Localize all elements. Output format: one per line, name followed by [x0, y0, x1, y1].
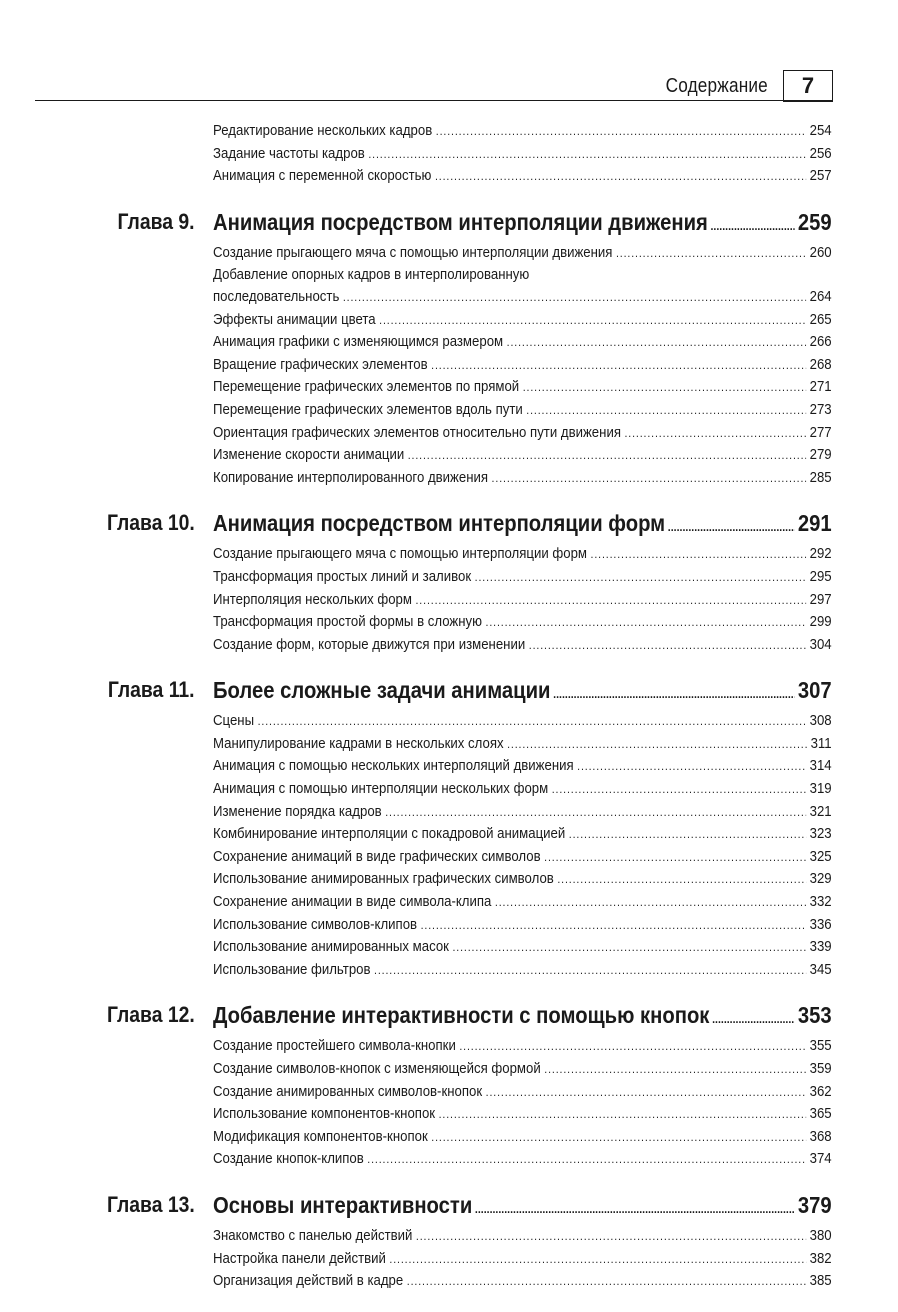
toc-entry[interactable] — [213, 733, 832, 756]
leader-dots — [529, 634, 806, 657]
chapter-heading[interactable] — [0, 674, 898, 706]
chapter-title-inner — [213, 999, 832, 1035]
leader-dots — [495, 891, 806, 914]
toc-entry[interactable] — [213, 846, 832, 869]
chapter-title-inner — [213, 507, 832, 543]
toc-entry-page: 260 — [809, 243, 832, 261]
toc-entry-title-line1: Добавление опорных кадров в интерполированную — [213, 266, 530, 284]
toc-entry-row — [213, 1035, 832, 1058]
toc-entry[interactable] — [213, 891, 832, 914]
chapter-heading[interactable] — [0, 999, 898, 1031]
leader-dots — [486, 1081, 806, 1104]
toc-entry[interactable] — [213, 936, 832, 959]
chapter-title: Анимация посредством интерполяции форм — [213, 510, 666, 537]
toc-entry[interactable] — [213, 399, 832, 422]
chapter-page: 259 — [797, 208, 832, 235]
toc-entry-title: Создание прыгающего мяча с помощью интерполяции форм — [213, 545, 588, 563]
leader-dots — [544, 1058, 806, 1081]
toc-entry-title: Создание простейшего символа-кнопки — [213, 1037, 456, 1055]
toc-entry[interactable] — [213, 823, 832, 846]
toc-entry-row — [213, 733, 832, 756]
toc-entry-row — [213, 1148, 832, 1171]
chapter-title-inner — [213, 674, 832, 710]
toc-entry-row — [213, 846, 832, 869]
chapter-title-inner — [213, 206, 832, 242]
toc-entry[interactable] — [213, 376, 832, 399]
toc-entry-title: Интерполяция нескольких форм — [213, 590, 412, 608]
toc-entry[interactable] — [213, 331, 832, 354]
toc-entry-title: Использование символов-клипов — [213, 915, 418, 933]
toc-entry-row — [213, 1225, 832, 1248]
toc-entry-title: Сохранение анимаций в виде графических символов — [213, 847, 541, 865]
chapter-label: Глава 9. — [117, 208, 195, 234]
leader-dots — [435, 165, 806, 188]
toc-entry-title: Перемещение графических элементов вдоль пути — [213, 400, 523, 418]
leader-dots — [439, 1103, 807, 1126]
toc-entry-page: 297 — [809, 590, 832, 608]
toc-entry-title: Комбинирование интерполяции с покадровой анимацией — [213, 825, 566, 843]
toc-entry-page: 257 — [809, 167, 832, 185]
chapter-title: Более сложные задачи анимации — [213, 677, 551, 704]
toc-entry-title: Задание частоты кадров — [213, 144, 365, 162]
toc-entry-title: Манипулирование кадрами в нескольких слоях — [213, 734, 504, 752]
toc-entry-title: Анимация с помощью нескольких интерполяций движения — [213, 757, 574, 775]
toc-entry[interactable] — [213, 1126, 832, 1149]
toc-entry-page: 380 — [809, 1226, 832, 1244]
chapter-page: 353 — [797, 1002, 832, 1029]
chapter-title-inner — [213, 1189, 832, 1225]
page-number: 7 — [801, 73, 815, 98]
chapter-page: 307 — [797, 677, 832, 704]
toc-entry-title: Создание кнопок-клипов — [213, 1150, 364, 1168]
page-number-box — [783, 70, 833, 102]
toc-entry-row — [213, 1126, 832, 1149]
toc-entry-title: Сохранение анимации в виде символа-клипа — [213, 893, 492, 911]
leader-dots — [616, 242, 806, 265]
toc-entry-page: 311 — [810, 734, 832, 752]
toc-entry-page: 329 — [809, 870, 832, 888]
toc-entry-page: 339 — [809, 938, 832, 956]
toc-entry-row — [213, 354, 832, 377]
toc-entry[interactable] — [213, 710, 832, 733]
toc-entry-title: Трансформация простых линий и заливок — [213, 567, 472, 585]
leader-dots — [459, 1035, 806, 1058]
toc-entry-row — [213, 264, 832, 308]
toc-entry-page: 292 — [809, 545, 832, 563]
toc-entry-page: 299 — [809, 613, 832, 631]
toc-entry-row — [213, 1270, 832, 1293]
leader-dots — [668, 507, 795, 543]
toc-entry-page: 273 — [809, 400, 832, 418]
toc-entry[interactable] — [213, 1225, 832, 1248]
leader-dots — [379, 309, 806, 332]
toc-entry[interactable] — [213, 566, 832, 589]
toc-entry-page: 304 — [809, 635, 832, 653]
toc-entry-page: 256 — [809, 144, 832, 162]
leader-dots — [475, 1189, 794, 1225]
toc-entry-row — [213, 242, 832, 265]
leader-dots — [385, 801, 806, 824]
leader-dots — [577, 755, 806, 778]
toc-entry[interactable] — [213, 914, 832, 937]
toc-entry-page: 277 — [809, 423, 832, 441]
toc-entry-page: 314 — [809, 757, 832, 775]
toc-entry-page: 332 — [809, 893, 832, 911]
toc-entry[interactable] — [213, 1058, 832, 1081]
toc-entry-row — [213, 1081, 832, 1104]
toc-entry[interactable] — [213, 868, 832, 891]
toc-entry-row — [213, 611, 832, 634]
toc-entry-page: 268 — [809, 355, 832, 373]
toc-entry-row — [213, 376, 832, 399]
toc-entry[interactable] — [213, 242, 832, 265]
toc-entry-row — [213, 710, 832, 733]
chapter-heading[interactable] — [0, 206, 898, 238]
toc-entry-row — [213, 589, 832, 612]
chapter-heading[interactable] — [0, 1189, 898, 1221]
toc-entry[interactable] — [213, 959, 832, 982]
toc-entry[interactable] — [213, 1103, 832, 1126]
toc-entry-row — [213, 566, 832, 589]
toc-entry-title: Создание прыгающего мяча с помощью интерполяции движения — [213, 243, 613, 261]
toc-entry-page: 362 — [809, 1082, 832, 1100]
toc-entry-title: Трансформация простой формы в сложную — [213, 613, 483, 631]
toc-entry-row — [213, 399, 832, 422]
toc-entry-title: Организация действий в кадре — [213, 1272, 404, 1290]
toc-entry[interactable] — [213, 1270, 832, 1293]
toc-entry-page: 279 — [809, 446, 832, 464]
toc-entry-row — [213, 801, 832, 824]
chapter-label: Глава 11. — [108, 677, 195, 703]
toc-entry-title: Перемещение графических элементов по прямой — [213, 378, 520, 396]
toc-entry-title: Создание символов-кнопок с изменяющейся формой — [213, 1060, 541, 1077]
toc-entry-title: Использование фильтров — [213, 960, 371, 978]
leader-dots — [452, 936, 806, 959]
toc-entry-page: 266 — [809, 333, 832, 351]
chapter-page: 379 — [797, 1191, 832, 1218]
leader-dots — [389, 1248, 806, 1271]
chapter-label: Глава 13. — [107, 1191, 195, 1217]
toc-entry-page: 323 — [809, 825, 832, 843]
toc-entry-page: 382 — [809, 1249, 832, 1267]
toc-entry-page: 271 — [809, 378, 832, 396]
leader-dots — [421, 914, 807, 937]
chapter-title-row — [213, 206, 832, 242]
toc-entry[interactable] — [213, 165, 832, 188]
toc-entry-row — [213, 543, 832, 566]
toc-entry[interactable] — [213, 1248, 832, 1271]
chapter-heading[interactable] — [0, 507, 898, 539]
chapter-title-row — [213, 674, 832, 710]
toc-entry[interactable] — [213, 801, 832, 824]
toc-entry-title: Использование анимированных масок — [213, 938, 449, 956]
toc-entry[interactable] — [213, 120, 832, 143]
toc-entry-title: Изменение порядка кадров — [213, 802, 382, 820]
toc-entry-row — [213, 1103, 832, 1126]
chapter-title: Основы интерактивности — [213, 1191, 473, 1218]
toc-entry-title: Анимация с помощью интерполяции нескольких форм — [213, 780, 549, 798]
toc-entry[interactable] — [213, 611, 832, 634]
toc-entry-title-line2: последовательность — [213, 287, 340, 305]
leader-dots — [624, 422, 806, 445]
toc-entry-page: 336 — [809, 915, 832, 933]
leader-dots — [712, 999, 794, 1035]
toc-entry[interactable] — [213, 543, 832, 566]
chapter-entries — [0, 543, 898, 656]
toc-entry-title: Ориентация графических элементов относительно пути движения — [213, 423, 621, 441]
toc-entry-row — [213, 778, 832, 801]
toc-entry-title: Настройка панели действий — [213, 1249, 386, 1267]
leader-dots — [436, 120, 806, 143]
leader-dots — [553, 674, 794, 710]
toc-entry-title: Анимация графики с изменяющимся размером — [213, 333, 504, 351]
toc-entry-row — [213, 165, 832, 188]
leader-dots — [552, 778, 806, 801]
toc-entry[interactable] — [213, 422, 832, 445]
toc-entry[interactable] — [213, 778, 832, 801]
leader-dots — [569, 823, 806, 846]
leader-dots — [431, 354, 806, 377]
toc-entry[interactable] — [213, 309, 832, 332]
toc-entry-page: 374 — [809, 1150, 832, 1168]
toc-entry[interactable] — [213, 467, 832, 490]
toc-entry-title: Эффекты анимации цвета — [213, 310, 376, 328]
toc-entry-line2 — [213, 286, 832, 309]
leader-dots — [544, 846, 806, 869]
chapter-title-row — [213, 999, 832, 1035]
toc-entry[interactable] — [213, 143, 832, 166]
toc-entry-page: 368 — [809, 1127, 832, 1145]
leader-dots — [367, 1148, 806, 1171]
toc-entry-page: 359 — [809, 1060, 832, 1077]
leader-dots — [591, 543, 807, 566]
leader-dots — [374, 959, 806, 982]
toc-entry-row — [213, 959, 832, 982]
toc-entry[interactable] — [213, 1035, 832, 1058]
toc-entry-row — [213, 868, 832, 891]
leader-dots — [507, 733, 807, 756]
toc-entry-row — [213, 634, 832, 657]
toc-entry-page: 265 — [809, 310, 832, 328]
intro-entries — [0, 120, 898, 188]
toc-entry-title: Модификация компонентов-кнопок — [213, 1127, 428, 1145]
running-head-title: Содержание — [665, 75, 768, 97]
toc-entry-page: 325 — [809, 847, 832, 865]
leader-dots — [415, 589, 806, 612]
chapter-title: Анимация посредством интерполяции движения — [213, 208, 708, 235]
toc-entry[interactable] — [213, 264, 832, 308]
chapter-label: Глава 10. — [107, 510, 195, 536]
toc-entry-page: 355 — [809, 1037, 832, 1055]
leader-dots — [526, 399, 806, 422]
toc-entry-title: Использование анимированных графических символов — [213, 870, 554, 888]
toc-entry-row — [213, 467, 832, 490]
toc-entry-page: 365 — [809, 1105, 832, 1123]
toc-entry-row — [213, 143, 832, 166]
toc-entry-page: 254 — [809, 122, 832, 139]
toc-entry-row — [213, 936, 832, 959]
toc-entry-row — [213, 120, 832, 143]
toc-entry-page: 295 — [809, 567, 832, 585]
toc-entry-page: 321 — [809, 802, 832, 820]
toc-entry-row — [213, 1058, 832, 1081]
toc-entry-page: 385 — [809, 1272, 832, 1290]
toc-entry-row — [213, 331, 832, 354]
toc-entry-title: Вращение графических элементов — [213, 355, 428, 373]
leader-dots — [557, 868, 806, 891]
toc-entry-title: Сцены — [213, 712, 255, 730]
leader-dots — [492, 467, 807, 490]
chapter-entries — [0, 242, 898, 490]
toc-entry-title: Создание анимированных символов-кнопок — [213, 1082, 483, 1100]
toc-entry-page: 319 — [809, 780, 832, 798]
chapter-title-row — [213, 1189, 832, 1225]
toc-entry[interactable] — [213, 634, 832, 657]
toc-entry-title: Анимация с переменной скоростью — [213, 167, 432, 185]
chapter-title-row — [213, 507, 832, 543]
chapter-entries — [0, 710, 898, 981]
leader-dots — [431, 1126, 806, 1149]
toc-entry-page: 308 — [809, 712, 832, 730]
leader-dots — [523, 376, 806, 399]
toc-entry[interactable] — [213, 444, 832, 467]
toc-entry-row — [213, 309, 832, 332]
leader-dots — [710, 206, 794, 242]
table-of-contents — [0, 120, 898, 1295]
toc-entry-row — [213, 891, 832, 914]
chapter-entries — [0, 1225, 898, 1293]
toc-entry-row — [213, 914, 832, 937]
toc-entry-title: Создание форм, которые движутся при изменении — [213, 635, 526, 653]
leader-dots — [258, 710, 807, 733]
chapter-title: Добавление интерактивности с помощью кнопок — [213, 1002, 710, 1029]
leader-dots — [416, 1225, 806, 1248]
toc-entry-row — [213, 422, 832, 445]
chapter-page: 291 — [797, 510, 832, 537]
toc-entry[interactable] — [213, 755, 832, 778]
toc-entry-page: 285 — [809, 468, 832, 486]
toc-entry-row — [213, 755, 832, 778]
leader-dots — [486, 611, 807, 634]
toc-entry-row — [213, 444, 832, 467]
toc-entry[interactable] — [213, 1148, 832, 1171]
leader-dots — [343, 286, 806, 309]
toc-entry-title: Редактирование нескольких кадров — [213, 122, 433, 139]
leader-dots — [408, 444, 806, 467]
toc-entry[interactable] — [213, 589, 832, 612]
chapter-label: Глава 12. — [107, 1002, 195, 1028]
toc-entry-row — [213, 1248, 832, 1271]
leader-dots — [507, 331, 806, 354]
toc-entry-page: 264 — [809, 287, 832, 305]
toc-entry-title: Изменение скорости анимации — [213, 446, 405, 464]
toc-entry-row — [213, 823, 832, 846]
toc-entry[interactable] — [213, 1081, 832, 1104]
leader-dots — [368, 143, 806, 166]
leader-dots — [407, 1270, 806, 1293]
chapter-entries — [0, 1035, 898, 1171]
toc-entry-page: 345 — [809, 960, 832, 978]
toc-entry-title: Копирование интерполированного движения — [213, 468, 489, 486]
toc-entry-title: Знакомство с панелью действий — [213, 1226, 413, 1244]
toc-entry[interactable] — [213, 354, 832, 377]
header-rule — [35, 100, 833, 101]
toc-entry-title: Использование компонентов-кнопок — [213, 1105, 436, 1123]
leader-dots — [475, 566, 806, 589]
